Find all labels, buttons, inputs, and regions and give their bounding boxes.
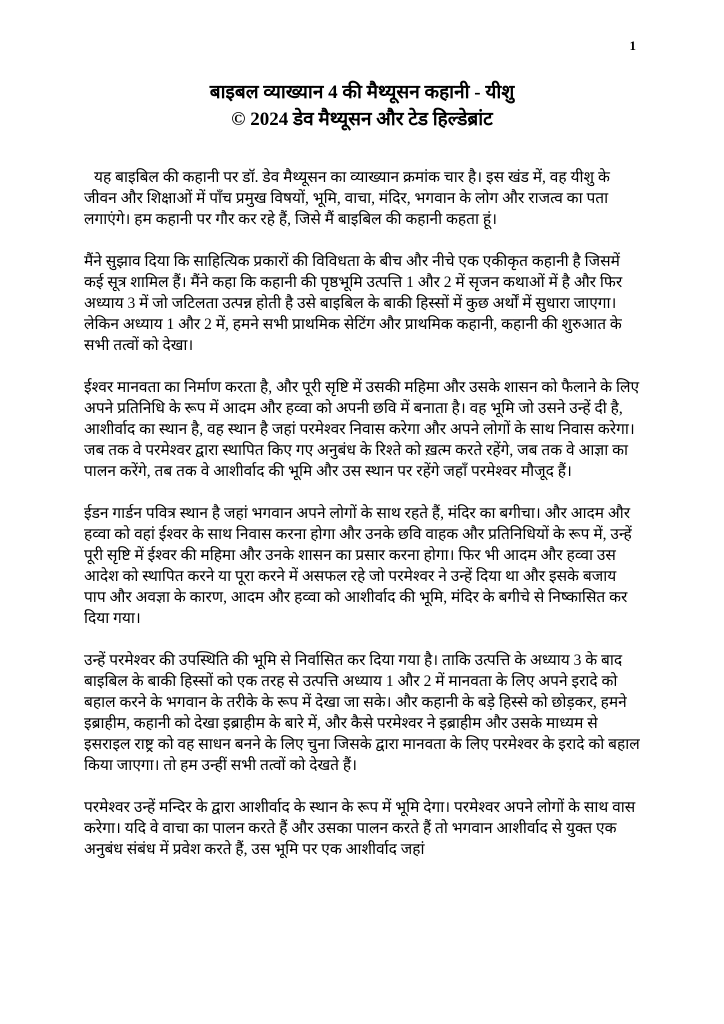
- document-body: [84, 167, 640, 860]
- page-number: 1: [629, 38, 636, 53]
- paragraph-6: परमेश्वर उन्हें मन्दिर के द्वारा आशीर्वाद के स्थान के रूप में भूमि देगा। परमेश्वर अपने लोगों के साथ वास करेगा। यदि वे वाचा का पालन करते हैं और उसका पालन करते हैं तो भगवान आशीर्वाद से युक्त एक अनुबंध संबंध में प्रवेश करते हैं, उस भूमि पर एक आशीर्वाद जहां: [84, 799, 636, 859]
- paragraph-4: ईडन गार्डन पवित्र स्थान है जहां भगवान अपने लोगों के साथ रहते हैं, मंदिर का बगीचा। और आदम और हव्वा को वहां ईश्वर के साथ निवास करना होगा और उनके छवि वाहक और प्रतिनिधियों के रूप में, उन्हें पूरी सृष्टि में ईश्वर की महिमा और उनके शासन का प्रसार करना होगा। फिर भी आदम और हव्वा उस आदेश को स्थापित करने या पूरा करने में असफल रहे जो परमेश्वर ने उन्हें दिया था और इसके बजाय पाप और अवज्ञा के कारण, आदम और हव्वा को आशीर्वाद की भूमि, मंदिर के बगीचे से निष्कासित कर दिया गया।: [84, 505, 632, 628]
- paragraph-3: ईश्वर मानवता का निर्माण करता है, और पूरी सृष्टि में उसकी महिमा और उसके शासन को फैलाने के लिए अपने प्रतिनिधि के रूप में आदम और हव्वा को अपनी छवि में बनाता है। वह भूमि जो उसने उन्हें दी है, आशीर्वाद का स्थान है, वह स्थान है जहां परमेश्वर निवास करेगा और अपने लोगों के साथ निवास करेगा। जब तक वे परमेश्वर द्वारा स्थापित किए गए अनुबंध के रिश्ते को ख़त्म करते रहेंगे, जब तक वे आज्ञा का पालन करेंगे, तब तक वे आशीर्वाद की भूमि और उस स्थान पर रहेंगे जहाँ परमेश्वर मौजूद हैं।: [84, 379, 640, 481]
- document-title: बाइबल व्याख्यान 4 की मैथ्यूसन कहानी - यीशु: [209, 82, 515, 103]
- paragraph-5: उन्हें परमेश्वर की उपस्थिति की भूमि से निर्वासित कर दिया गया है। ताकि उत्पत्ति के अध्याय 3 के बाद बाइबिल के बाकी हिस्सों को एक तरह से उत्पत्ति अध्याय 1 और 2 में मानवता के लिए अपने इरादे को बहाल करने के भगवान के तरीके के रूप में देखा जा सके। और कहानी के बड़े हिस्से को छोड़कर, हमने इब्राहीम, कहानी को देखा इब्राहीम के बारे में, और कैसे परमेश्वर ने इब्राहीम और उसके माध्यम से इसराइल राष्ट्र को वह साधन बनने के लिए चुना जिसके द्वारा मानवता के लिए परमेश्वर के इरादे को बहाल किया जाएगा। तो हम उन्हीं सभी तत्वों को देखते हैं।: [84, 652, 640, 775]
- document-copyright: © 2024 डेव मैथ्यूसन और टेड हिल्डेब्रांट: [231, 108, 493, 130]
- paragraph-2: मैंने सुझाव दिया कि साहित्यिक प्रकारों की विविधता के बीच और नीचे एक एकीकृत कहानी है जिसमें कई सूत्र शामिल हैं। मैंने कहा कि कहानी की पृष्ठभूमि उत्पत्ति 1 और 2 में सृजन कथाओं में है और फिर अध्याय 3 में जो जटिलता उत्पन्न होती है उसे बाइबिल के बाकी हिस्सों में कुछ अर्थों में सुधारा जाएगा। लेकिन अध्याय 1 और 2 में, हमने सभी प्राथमिक सेटिंग और प्राथमिक कहानी, कहानी की शुरुआत के सभी तत्वों को देखा।: [84, 253, 623, 355]
- title-block: [84, 80, 640, 133]
- paragraph-1: यह बाइबिल की कहानी पर डॉ. डेव मैथ्यूसन का व्याख्यान क्रमांक चार है। इस खंड में, वह यीशु के जीवन और शिक्षाओं में पाँच प्रमुख विषयों, भूमि, वाचा, मंदिर, भगवान के लोग और राजत्व का पता लगाएंगे। हम कहानी पर गौर कर रहे हैं, जिसे मैं बाइबिल की कहानी कहता हूं।: [84, 169, 610, 229]
